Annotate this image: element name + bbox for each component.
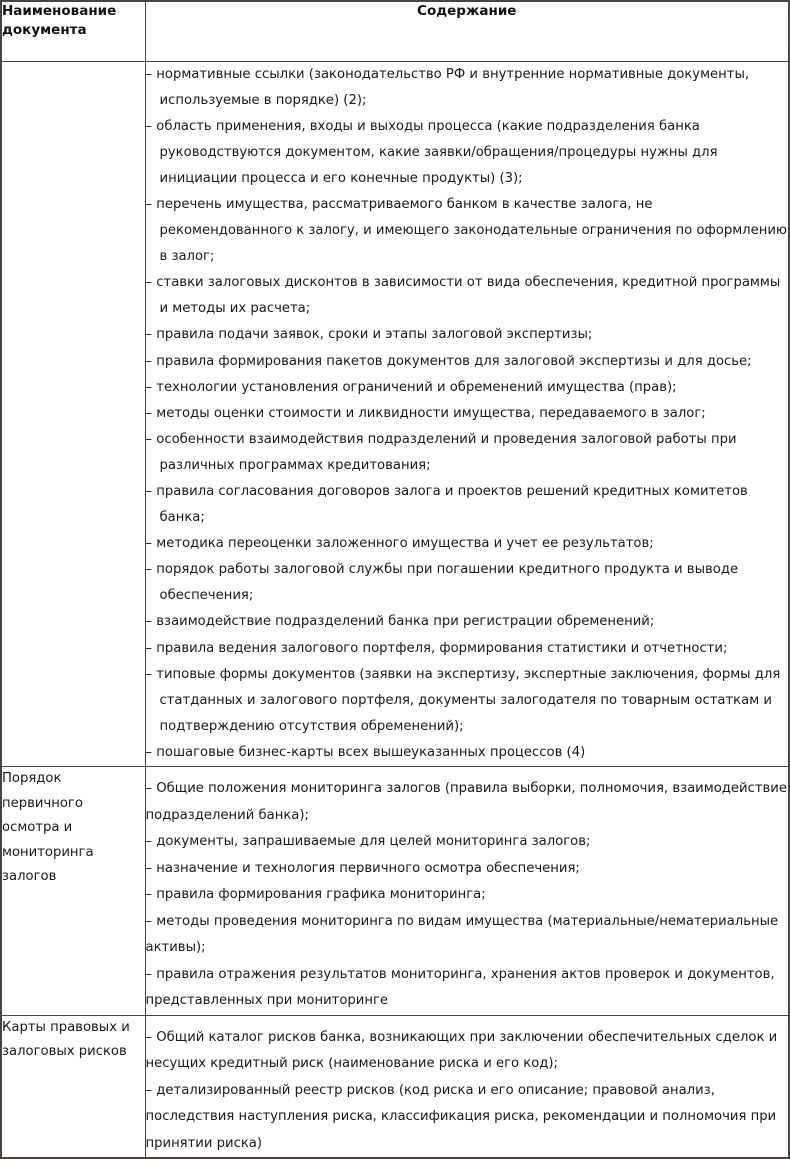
list-item: – методы проведения мониторинга по видам имущества (материальные/нематериальные активы); [145,913,779,956]
list-item: – правила ведения залогового портфеля, формирования статистики и отчетности; [145,640,728,656]
list-item: – документы, запрашиваемые для целей мониторинга залогов; [145,834,591,850]
list-item: – методы оценки стоимости и ликвидности имущества, передаваемого в залог; [145,405,706,421]
list-item: – методика переоценки заложенного имущества и учет ее результатов; [145,536,654,552]
list-item: – правила формирования пакетов документов для залоговой экспертизы и для досье; [145,353,752,369]
table-row [1,61,789,767]
list-item: – порядок работы залоговой службы при погашении кредитного продукта и выводе обеспечения; [145,562,739,604]
document-name-cell [1,61,145,767]
list-item: – типовые формы документов (заявки на экспертизу, экспертные заключения, формы для статданных и залогового портфеля, документы залогодателя по товарным остаткам и подтверждению отсутствия обременений); [145,666,781,734]
table-row [1,1015,789,1158]
list-item: – область применения, входы и выходы процесса (какие подразделения банка руководствуются документом, какие заявки/обращения/процедуры нужны для инициации процесса и его конечные продукты) (3); [145,118,718,186]
bullet-list [146,1025,789,1158]
document-content-cell [145,61,789,767]
bullet-list [146,62,789,767]
document-content-cell [145,1015,789,1158]
document-name-cell: Порядок первичного осмотра и мониторинга залогов [1,767,145,1016]
list-item: – Общий каталог рисков банка, возникающих при заключении обеспечительных сделок и несущих кредитный риск (наименование риска и его код); [145,1029,778,1072]
list-item: – назначение и технология первичного осмотра обеспечения; [145,860,580,876]
table-header [1,1,789,61]
table-row [1,767,789,1016]
list-item: – перечень имущества, рассматриваемого банком в качестве залога, не рекомендованного к залогу, и имеющего законодательные ограничения по оформлению в залог; [145,196,787,265]
list-item: – Общие положения мониторинга залогов (правила выборки, полномочия, взаимодействие подразделений банка); [145,781,787,823]
column-header-content: Содержание [145,1,789,61]
list-item: – нормативные ссылки (законодательство РФ и внутренние нормативные документы, используемые в порядке) (2); [145,66,750,108]
list-item: – особенности взаимодействия подразделений и проведения залоговой работы при различных программах кредитования; [145,431,737,473]
column-header-document-name: Наименование документа [1,1,145,61]
list-item: – правила формирования графика мониторинга; [145,887,486,903]
list-item: – ставки залоговых дисконтов в зависимости от вида обеспечения, кредитной программы и методы их расчета; [145,275,781,317]
list-item: – технологии установления ограничений и обременений имущества (прав); [145,379,677,395]
list-item: – пошаговые бизнес-карты всех вышеуказанных процессов (4) [145,744,586,760]
list-item: – правила отражения результатов мониторинга, хранения актов проверок и документов, представленных при мониторинге [145,966,775,1009]
bullet-list [146,776,789,1015]
list-item: – детализированный реестр рисков (код риска и его описание; правовой анализ, последствия наступления риска, классификация риска, рекомендации и полномочия при принятии риска) [145,1082,777,1151]
list-item: – правила согласования договоров залога и проектов решений кредитных комитетов банка; [145,484,748,526]
table-header-row [1,1,789,61]
table-body [1,61,789,1158]
document-name-cell: Карты правовых и залоговых рисков [1,1015,145,1158]
document-content-cell [145,767,789,1016]
list-item: – взаимодействие подразделений банка при регистрации обременений; [145,614,655,630]
list-item: – правила подачи заявок, сроки и этапы залоговой экспертизы; [145,327,593,343]
